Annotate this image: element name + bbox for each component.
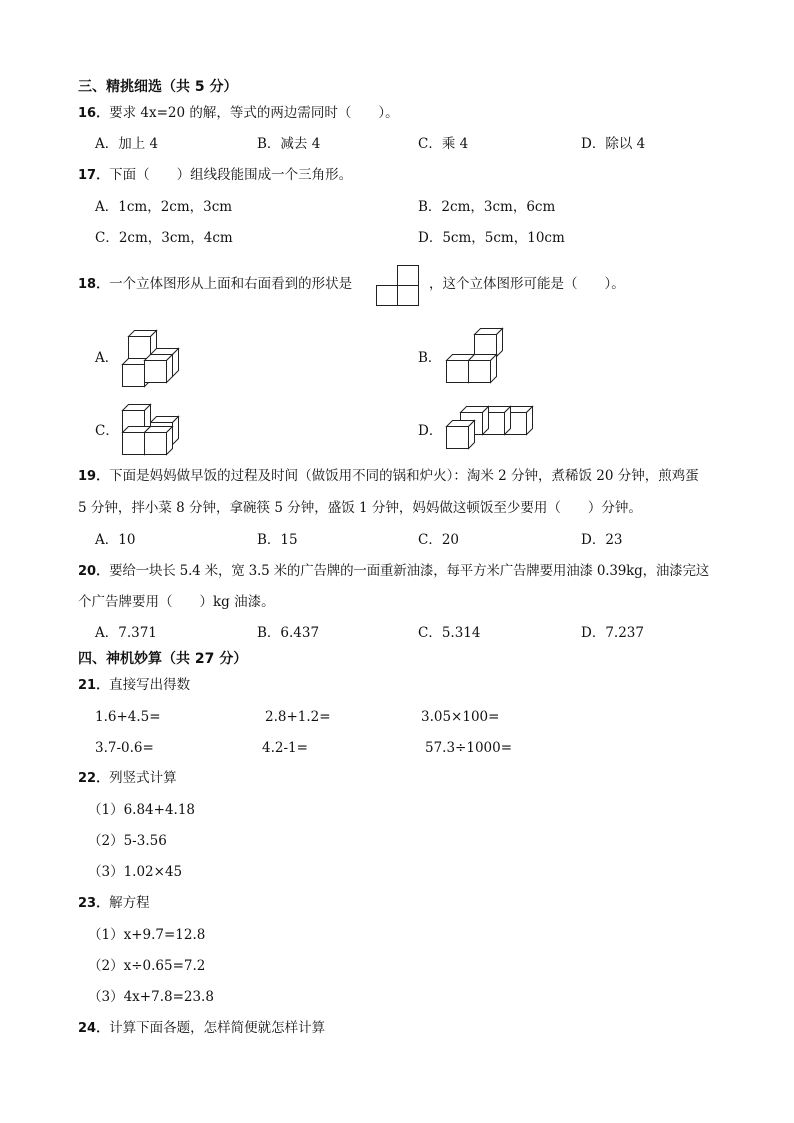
option-b: B． (418, 350, 442, 366)
question-text: 直接写出得数 (109, 677, 191, 693)
option-c: C． (95, 423, 119, 439)
option-b: B．2cm，3cm，6cm (418, 199, 556, 215)
sub-item: （3）1.02×45 (88, 864, 183, 880)
question-17 (78, 166, 352, 185)
sub-item: （2）x÷0.65=7.2 (88, 958, 206, 974)
option-b: B．减去 4 (257, 136, 321, 152)
option-c: C．乘 4 (418, 136, 469, 152)
question-text: 计算下面各题，怎样简便就怎样计算 (109, 1020, 326, 1036)
sub-item: （1）x+9.7=12.8 (88, 927, 206, 943)
cube-figure-a (118, 326, 184, 390)
calc-item: 57.3÷1000= (425, 740, 513, 756)
question-16 (78, 104, 399, 123)
calc-item: 1.6+4.5= (95, 709, 161, 725)
question-20 (78, 562, 709, 581)
calc-item: 3.05×100= (421, 709, 500, 725)
question-number: 18． (78, 277, 110, 292)
option-d: D． (418, 423, 443, 439)
question-text-line-2: 个广告牌要用（ ）kg 油漆。 (78, 594, 275, 610)
question-19 (78, 467, 699, 486)
option-a: A．加上 4 (95, 136, 159, 152)
calc-item: 3.7-0.6= (95, 740, 154, 756)
question-number: 21． (78, 678, 110, 693)
option-a: A．7.371 (95, 625, 157, 641)
question-text-line-1: 下面是妈妈做早饭的过程及时间（做饭用不同的锅和炉火）：淘米 2 分钟，煮稀饭 20 分钟，煎鸡蛋 (109, 468, 699, 484)
option-c: C．2cm，3cm，4cm (95, 230, 233, 246)
option-a: A．10 (95, 532, 136, 548)
calc-item: 2.8+1.2= (265, 709, 331, 725)
question-number: 23． (78, 896, 110, 911)
question-number: 17． (78, 168, 110, 183)
option-a: A． (95, 350, 119, 366)
option-c: C．20 (418, 532, 460, 548)
three-square-view-figure (375, 265, 421, 307)
option-b: B．15 (257, 532, 298, 548)
cube-figure-c (118, 400, 184, 460)
question-text-before: 一个立体图形从上面和右面看到的形状是 (109, 276, 353, 292)
calc-item: 4.2-1= (262, 740, 308, 756)
question-22 (78, 769, 177, 788)
option-a: A．1cm，2cm，3cm (95, 199, 233, 215)
section-3-title: 三、精挑细选（共 5 分） (78, 79, 238, 95)
question-number: 20． (78, 564, 110, 579)
question-24 (78, 1019, 325, 1038)
question-text-line-1: 要给一块长 5.4 米，宽 3.5 米的广告牌的一面重新油漆，每平方米广告牌要用油漆 0.39kg，油漆完这 (109, 563, 710, 579)
question-text: 解方程 (109, 895, 150, 911)
question-number: 19． (78, 469, 110, 484)
sub-item: （3）4x+7.8=23.8 (88, 989, 214, 1005)
question-text: 要求 4x=20 的解，等式的两边需同时（ ）。 (109, 105, 399, 121)
option-b: B．6.437 (257, 625, 320, 641)
option-d: D．7.237 (581, 625, 644, 641)
option-c: C．5.314 (418, 625, 481, 641)
section-4-title: 四、神机妙算（共 27 分） (78, 651, 248, 667)
option-d: D．5cm，5cm，10cm (418, 230, 565, 246)
question-text: 列竖式计算 (109, 770, 177, 786)
question-number: 24． (78, 1021, 110, 1036)
cube-figure-d (444, 404, 536, 454)
question-text-after: ，这个立体图形可能是（ ）。 (429, 276, 625, 292)
question-number: 16． (78, 106, 110, 121)
question-text: 下面（ ）组线段能围成一个三角形。 (109, 167, 353, 183)
sub-item: （2）5-3.56 (88, 833, 167, 849)
question-23 (78, 894, 150, 913)
question-21 (78, 676, 190, 695)
question-text-line-2: 5 分钟，拌小菜 8 分钟，拿碗筷 5 分钟，盛饭 1 分钟，妈妈做这顿饭至少要用（ ）分钟。 (78, 500, 642, 516)
option-d: D．除以 4 (581, 136, 646, 152)
sub-item: （1）6.84+4.18 (88, 802, 196, 818)
cube-figure-b (444, 326, 508, 386)
question-18 (78, 275, 352, 294)
option-d: D．23 (581, 532, 623, 548)
question-number: 22． (78, 771, 110, 786)
